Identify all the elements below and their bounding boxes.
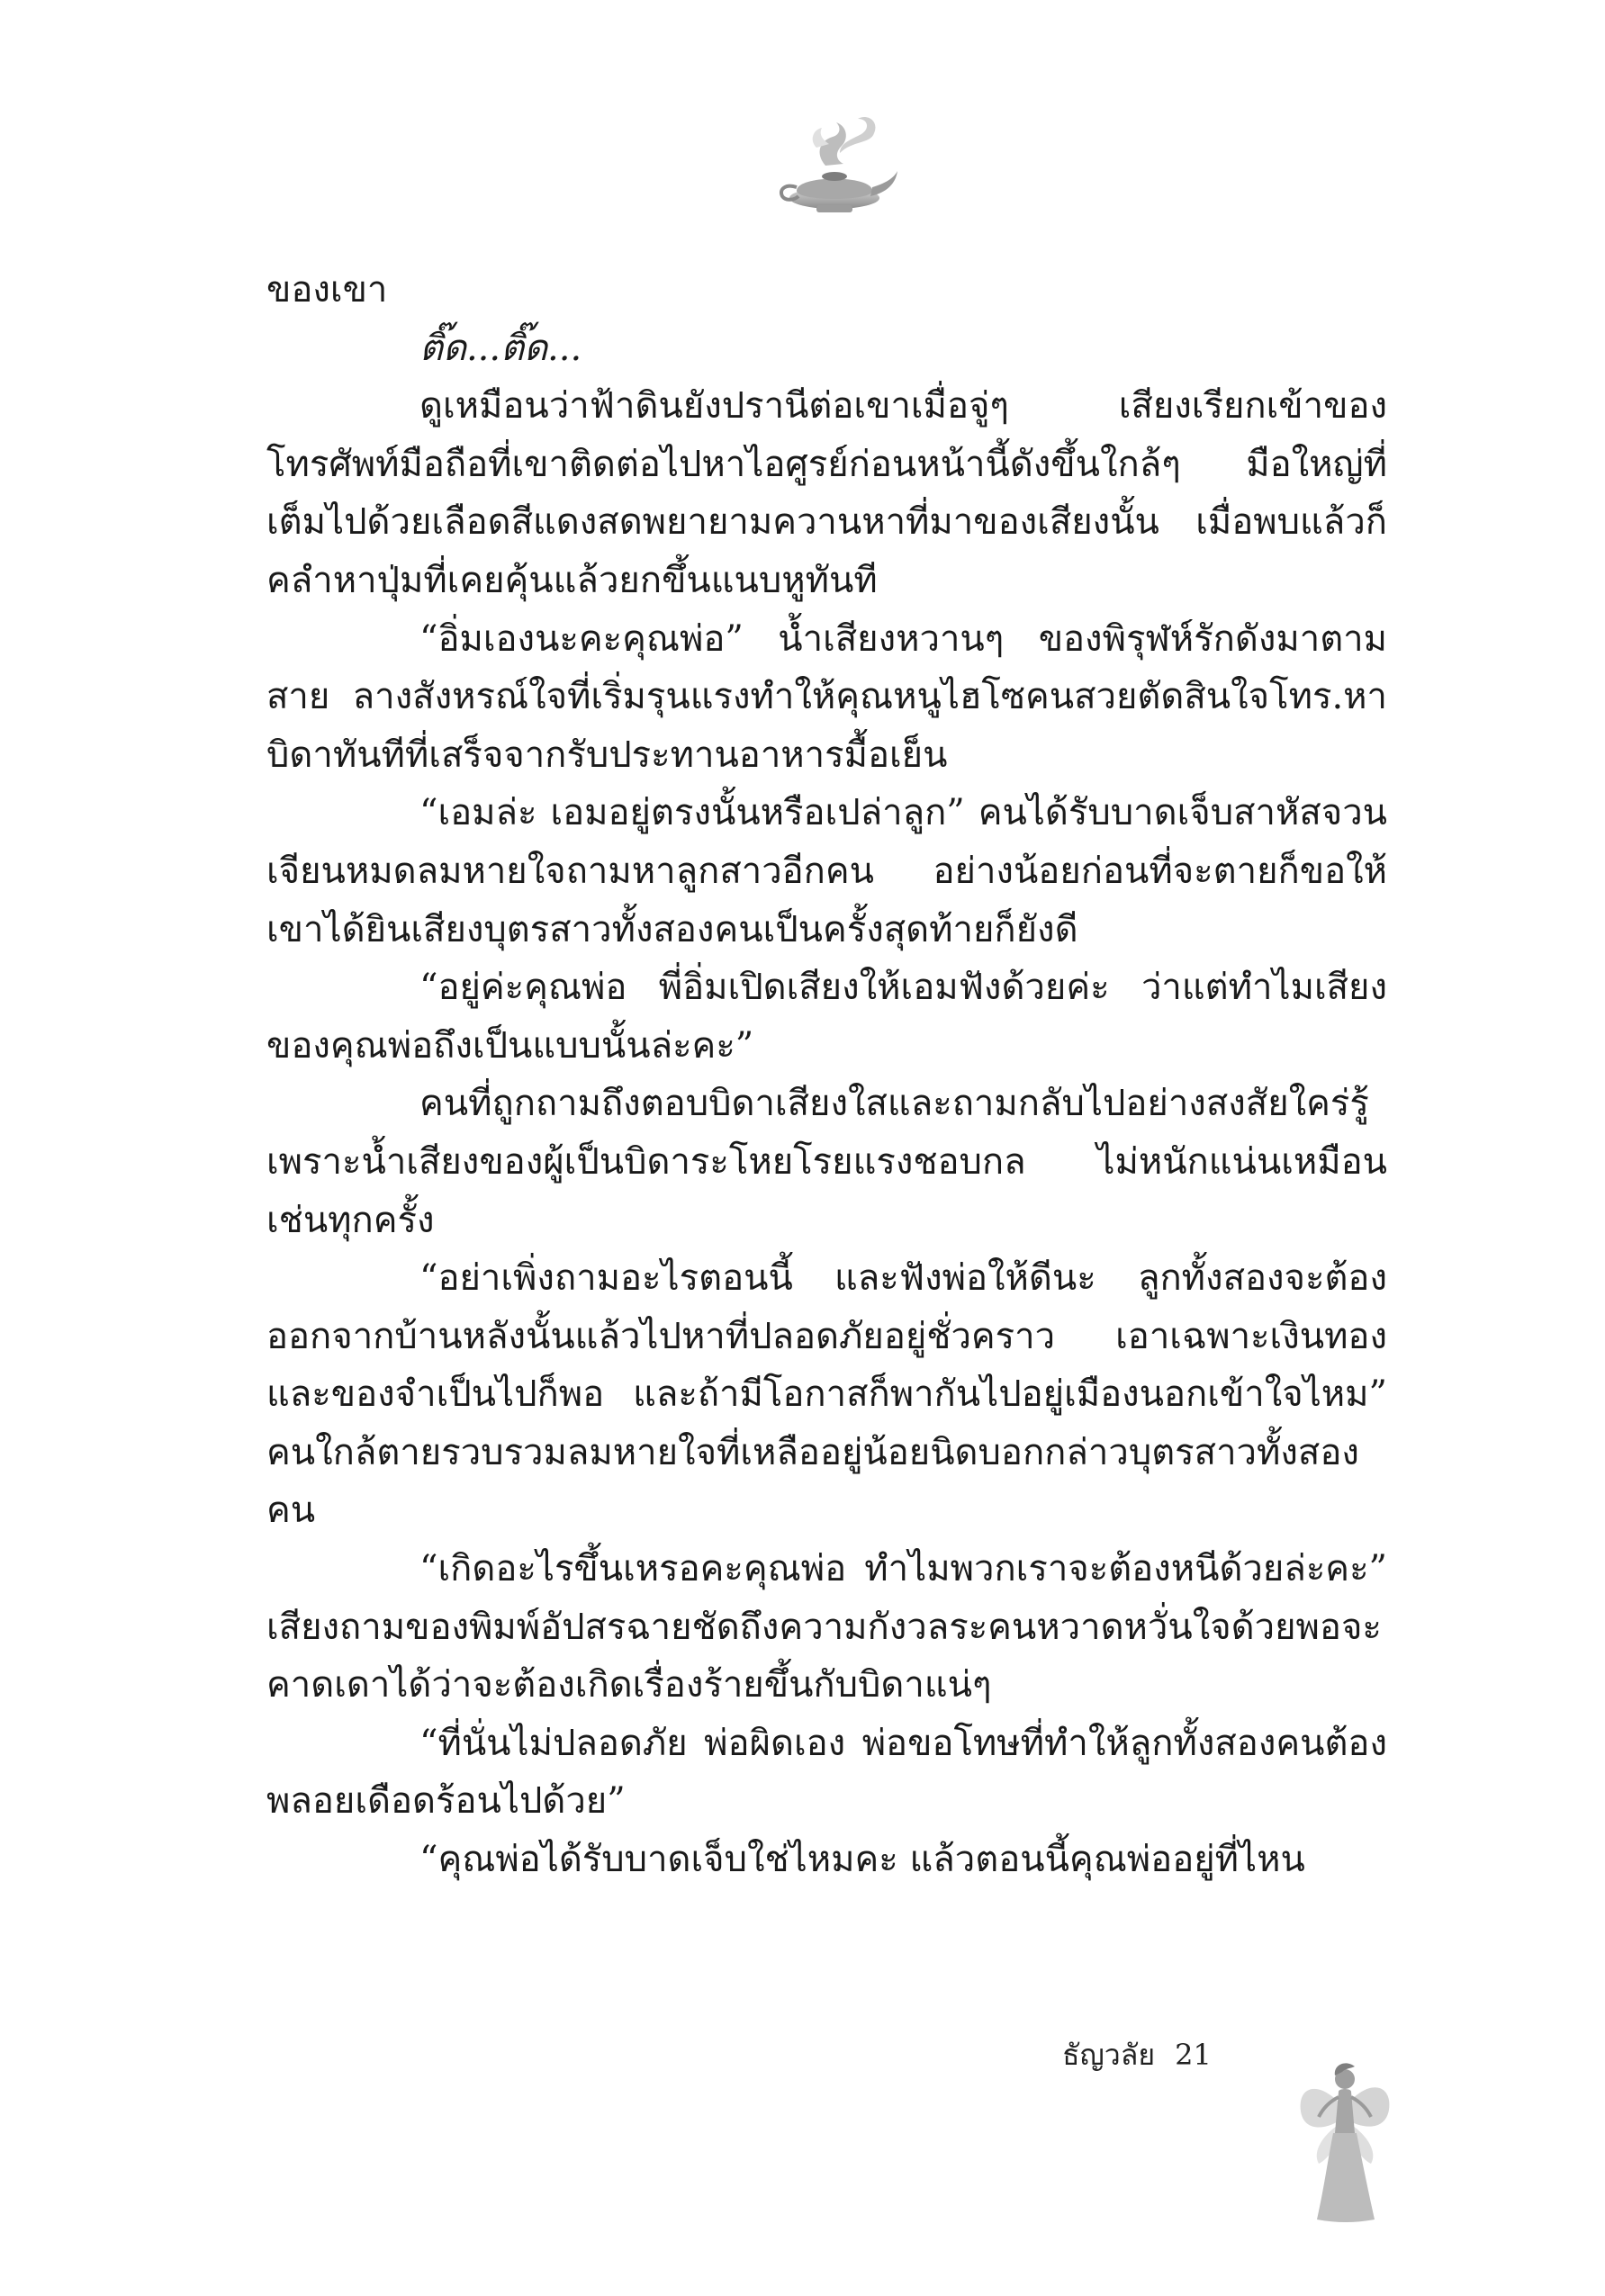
paragraph: ดูเหมือนว่าฟ้าดินยังปรานีต่อเขาเมื่อจู่ๆ เสียงเรียกเข้าของโทรศัพท์มือถือที่เขาติดต่อไปหาไอศูรย์ก่อนหน้านี้ดังขึ้นใกล้ๆ มือใหญ่ที่เต็มไปด้วยเลือดสีแดงสดพยายามควานหาที่มาของเสียงนั้น เมื่อพบแล้วก็คลำหาปุ่มที่เคยคุ้นแล้วยกขึ้นแนบหูทันที (266, 385, 1387, 601)
page-number: 21 (1175, 2038, 1212, 2072)
paragraph-continuation: ของเขา (266, 269, 388, 311)
paragraph: “เกิดอะไรขึ้นเหรอคะคุณพ่อ ทำไมพวกเราจะต้องหนีด้วยล่ะคะ” เสียงถามของพิมพ์อัปสรฉายชัดถึงความกังวลระคนหวาดหวั่นใจด้วยพอจะคาดเดาได้ว่าจะต้องเกิดเรื่องร้ายขึ้นกับบิดาแน่ๆ (266, 1548, 1387, 1706)
page-footer (1062, 2032, 1212, 2078)
genie-lamp-icon (770, 108, 900, 221)
paragraph-sound-effect: ติ๊ด...ติ๊ด... (419, 327, 582, 369)
paragraph: คนที่ถูกถามถึงตอบบิดาเสียงใสและถามกลับไปอย่างสงสัยใคร่รู้ เพราะน้ำเสียงของผู้เป็นบิดาระโหยโรยแรงชอบกล ไม่หนักแน่นเหมือนเช่นทุกครั้ง (266, 1083, 1387, 1241)
paragraph: “อิ่มเองนะคะคุณพ่อ” น้ำเสียงหวานๆ ของพิรุฬห์รักดังมาตามสาย ลางสังหรณ์ใจที่เริ่มรุนแรงทำให้คุณหนูไฮโซคนสวยตัดสินใจโทร.หาบิดาทันทีที่เสร็จจากรับประทานอาหารมื้อเย็น (266, 617, 1387, 776)
paragraph: “เอมล่ะ เอมอยู่ตรงนั้นหรือเปล่าลูก” คนได้รับบาดเจ็บสาหัสจวนเจียนหมดลมหายใจถามหาลูกสาวอีกคน อย่างน้อยก่อนที่จะตายก็ขอให้เขาได้ยินเสียงบุตรสาวทั้งสองคนเป็นครั้งสุดท้ายก็ยังดี (266, 792, 1387, 950)
paragraph: “คุณพ่อได้รับบาดเจ็บใช่ไหมคะ แล้วตอนนี้คุณพ่ออยู่ที่ไหน (419, 1839, 1305, 1881)
paragraph: “อยู่ค่ะคุณพ่อ พี่อิ่มเปิดเสียงให้เอมฟังด้วยค่ะ ว่าแต่ทำไมเสียงของคุณพ่อถึงเป็นแบบนั้นล่ะคะ” (266, 967, 1387, 1067)
body-text (266, 261, 1387, 1889)
paragraph: “ที่นั่นไม่ปลอดภัย พ่อผิดเอง พ่อขอโทษที่ทำให้ลูกทั้งสองคนต้องพลอยเดือดร้อนไปด้วย” (266, 1722, 1387, 1823)
footer-author: ธัญวลัย (1062, 2038, 1156, 2072)
paragraph: “อย่าเพิ่งถามอะไรตอนนี้ และฟังพ่อให้ดีนะ ลูกทั้งสองจะต้องออกจากบ้านหลังนั้นแล้วไปหาที่ปลอดภัยอยู่ชั่วคราว เอาเฉพาะเงินทองและของจำเป็นไปก็พอ และถ้ามีโอกาสก็พากันไปอยู่เมืองนอกเข้าใจไหม” คนใกล้ตายรวบรวมลมหายใจที่เหลืออยู่น้อยนิดบอกกล่าวบุตรสาวทั้งสองคน (266, 1257, 1387, 1532)
fairy-icon (1292, 2043, 1395, 2228)
